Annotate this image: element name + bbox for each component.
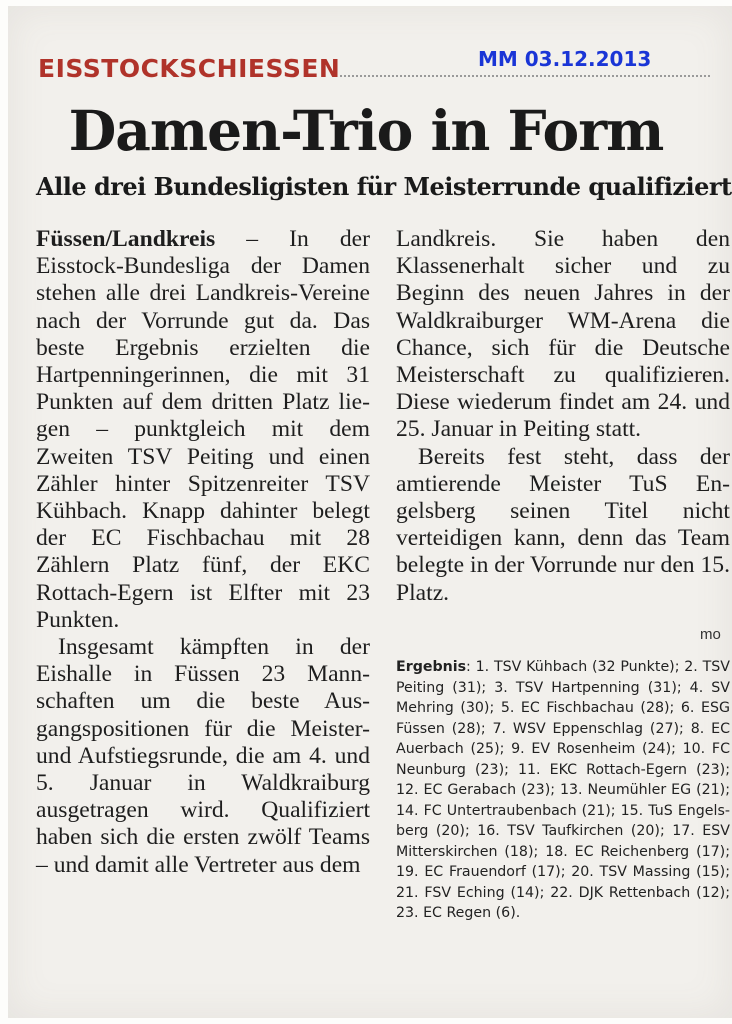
section-kicker: EISSTOCKSCHIESSEN xyxy=(38,54,341,83)
kicker-dotted-rule xyxy=(340,75,710,77)
subheadline: Alle drei Bundesligisten für Meisterrunde qualifiziert xyxy=(36,172,732,201)
results-label: Ergebnis xyxy=(396,659,467,675)
paragraph-2-continued: Landkreis. Sie haben den Klassenerhalt sicher und zu Beginn des neuen Jahres in der Waldkraiburger WM-Arena die Chance, sich für die Deutsche Meisterschaft zu qualifizieren. Diese wiederum findet am 24. und 25. Januar in Peiting statt. xyxy=(396,226,730,443)
dateline: Füssen/Landkreis xyxy=(36,226,216,252)
headline: Damen-Trio in Form xyxy=(68,98,664,163)
paragraph-1-text: – In der Eisstock-Bundesliga der Damen stehen alle drei Landkreis-Vereine nach der Vorrunde gut da. Das beste Ergebnis erzielten die Hartpenningerinnen, die mit 31 Punkten auf dem dritten Platz liegen – punktgleich mit dem Zweiten TSV Peiting und einen Zähler hinter Spitzenreiter TSV Kühbach. Knapp dahinter belegt der EC Fischbachau mit 28 Zählern Platz fünf, der EKC Rottach-Egern ist Elfter mit 23 Punkten. xyxy=(36,226,370,633)
paragraph-2: Insgesamt kämpften in der Eishalle in Füssen 23 Mannschaften um die beste Ausgangspositionen für die Meister- und Aufstiegsrunde, die am 4. und 5. Januar in Waldkraiburg ausgetragen wird. Qualifiziert haben sich die ersten zwölf Teams – und damit alle Vertreter aus dem xyxy=(36,634,370,878)
article-column-left xyxy=(36,226,370,879)
paragraph-3: Bereits fest steht, dass der amtierende Meister TuS Engelsberg seinen Titel nicht verteidigen kann, denn das Team belegte in der Vorrunde nur den 15. Platz. xyxy=(396,443,730,606)
paragraph-1 xyxy=(36,226,370,634)
results-box xyxy=(396,657,730,924)
results-text: : 1. TSV Kühbach (32 Punkte); 2. TSV Peiting (31); 3. TSV Hartpenning (31); 4. SV Mehring (30); 5. EC Fischbachau (28); 6. ESG Füssen (28); 7. WSV Eppenschlag (27); 8. EC Auerbach (25); 9. EV Rosenheim (24); 10. FC Neunburg (23); 11. EKC Rottach-Egern (23); 12. EC Gerabach (23); 13. Neumühler EG (21); 14. FC Untertraubenbach (21); 15. TuS Engelsberg (20); 16. TSV Taufkirchen (20); 17. ESV Mitterskirchen (18); 18. EC Reichenberg (17); 19. EC Frauendorf (17); 20. TSV Massing (15); 21. FSV Eching (14); 22. DJK Rettenbach (12); 23. EC Regen (6). xyxy=(396,659,730,921)
article-column-right xyxy=(396,226,730,607)
author-initials: mo xyxy=(700,626,721,643)
date-stamp: MM 03.12.2013 xyxy=(478,47,652,71)
